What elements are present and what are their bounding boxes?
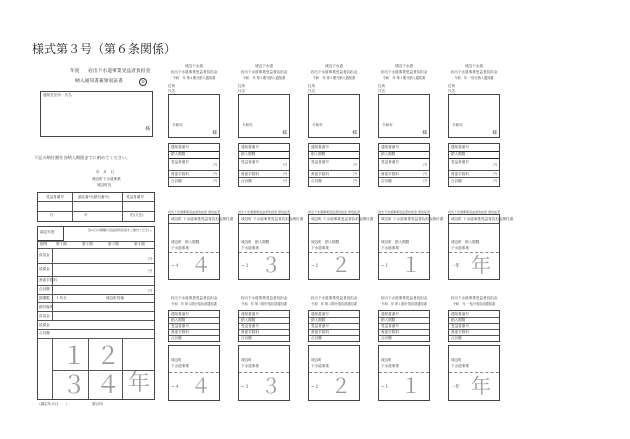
card-receipt-box: 城辺町 下水道事業受益者負担金納付書 城辺町 納入期限 下水道事業 −４ ４ bbox=[168, 214, 220, 280]
card-receipt-box: 城辺町 下水道事業受益者負担金納付書 城辺町 納入期限 下水道事業 −３ ３ bbox=[238, 214, 290, 280]
year-prefix: 年度 bbox=[70, 69, 80, 74]
card-small-head: 岩出下水道事業受益者負担金 領収証書 bbox=[238, 210, 290, 214]
card-lower-table: 通知書番号 納入期限 受益者番号 督促手数料 合計額 bbox=[378, 310, 430, 342]
card-receipt-box: 城辺町 下水道事業受益者負担金納付書 城辺町 納入期限 下水道事業 −１ １ bbox=[378, 214, 430, 280]
header-col-3: 受益者番号 bbox=[126, 195, 144, 199]
issuer-line-1: 城辺町下水道事業 bbox=[92, 177, 121, 181]
recipient-sama: 様 bbox=[145, 127, 150, 132]
big-period-year: 年 bbox=[128, 371, 151, 396]
row-label-total: 合計額 bbox=[39, 287, 50, 291]
card-head-2: 岩出下水道事業受益者負担金 bbox=[240, 70, 288, 74]
card-big-number: 年 bbox=[471, 374, 491, 398]
card-title-row: 城辺町 下水道事業受益者負担金納付書 bbox=[311, 217, 374, 221]
notice-name: 納入通知書兼領収証書 bbox=[75, 79, 123, 84]
card-head-3: 令和 年 第３期分納入通知書 bbox=[242, 76, 286, 80]
footer-note-seal: 照合印 bbox=[92, 402, 103, 406]
place-label: 城辺町役場 bbox=[106, 296, 124, 300]
header-table bbox=[37, 192, 155, 222]
card-big-number: ２ bbox=[331, 374, 351, 398]
card-period-dash: 一年 bbox=[451, 264, 460, 269]
card-address-label: 住所 bbox=[378, 84, 386, 88]
card-title-row: 城辺町 下水道事業受益者負担金納付書 bbox=[381, 217, 444, 221]
card-lower-table: 通知書番号 納入期限 受益者番号 督促手数料 合計額 bbox=[448, 310, 500, 342]
card-head-2: 令和 年 一括分領収済通知書 bbox=[452, 302, 496, 306]
card-head-1: 城辺下水道 bbox=[465, 64, 483, 68]
recipient-label: 通知先住所・氏名 bbox=[43, 93, 72, 97]
card-small-head: 岩出下水道事業受益者負担金 領収証書 bbox=[378, 210, 430, 214]
period-header-1: 第１期 bbox=[56, 242, 67, 246]
big-period-1: １ bbox=[62, 342, 86, 370]
row-label-burden: 負担金 bbox=[39, 253, 50, 257]
card-address-box bbox=[448, 94, 500, 138]
card-head-1: 岩出下水道事業受益者負担金 bbox=[380, 296, 428, 300]
card-period-dash: −１ bbox=[381, 264, 390, 269]
card-lower-receipt: 城辺町 下水道事業 −２ ２ bbox=[308, 345, 360, 401]
card-sama: 様 bbox=[422, 131, 427, 136]
card-year: 令和年 bbox=[382, 123, 393, 127]
card-lower-table: 通知書番号 納入期限 受益者番号 督促手数料 合計額 bbox=[238, 310, 290, 342]
big-period-3: ３ bbox=[62, 371, 86, 399]
card-address-label: 住所 bbox=[448, 84, 456, 88]
card-name-label: 氏名 bbox=[168, 89, 176, 93]
big-period-2: ２ bbox=[96, 342, 120, 370]
card-lower-receipt: 城辺町 下水道事業 −３ ３ bbox=[238, 345, 290, 401]
period-header-4: 第４期 bbox=[134, 242, 145, 246]
card-head-2: 令和 年 第１期分領収済通知書 bbox=[381, 302, 427, 306]
card-big-number: １ bbox=[401, 374, 421, 398]
card-year: 令和年 bbox=[312, 123, 323, 127]
issuer-line-2: 城辺町長 bbox=[97, 183, 112, 187]
card-year: 令和年 bbox=[172, 123, 183, 127]
row-label-due: 納期限 bbox=[39, 296, 50, 300]
period-header-0: 期別 bbox=[40, 242, 48, 246]
card-sama: 様 bbox=[492, 131, 497, 136]
card-head-3: 令和 年 第４期分納入通知書 bbox=[172, 76, 216, 80]
card-head-2: 令和 年 第４期分領収済通知書 bbox=[171, 302, 217, 306]
fiscal-label: １年分 bbox=[56, 296, 67, 300]
card-head-3: 令和 年 一括分納入通知書 bbox=[454, 76, 494, 80]
circle-number-icon: ① bbox=[139, 78, 147, 86]
row-label-1: 行 bbox=[50, 213, 54, 217]
row-label-2: 号 bbox=[84, 213, 88, 217]
card-big-number: 年 bbox=[471, 253, 491, 277]
card-address-box bbox=[378, 94, 430, 138]
card-big-number: ４ bbox=[191, 374, 211, 398]
card-period-dash: −２ bbox=[311, 385, 320, 390]
card-name-label: 氏名 bbox=[238, 89, 246, 93]
card-period-dash: 一年 bbox=[451, 385, 460, 390]
card-amount-table: 通知書番号 納入期限 受益者番号 円 督促手数料 円 合計額 円 bbox=[168, 143, 220, 187]
card-amount-table: 通知書番号 納入期限 受益者番号 円 督促手数料 円 合計額 円 bbox=[238, 143, 290, 187]
card-lower-table: 通知書番号 納入期限 受益者番号 督促手数料 合計額 bbox=[168, 310, 220, 342]
card-sama: 様 bbox=[282, 131, 287, 136]
recipient-box bbox=[40, 91, 153, 137]
card-head-1: 城辺下水道 bbox=[255, 64, 273, 68]
card-address-box bbox=[308, 94, 360, 138]
card-title-row: 城辺町 下水道事業受益者負担金納付書 bbox=[241, 217, 304, 221]
card-amount-table: 通知書番号 納入期限 受益者番号 円 督促手数料 円 合計額 円 bbox=[448, 143, 500, 187]
page-title: 様式第３号（第６条関係） bbox=[32, 42, 177, 56]
card-name-label: 氏名 bbox=[378, 89, 386, 93]
card-address-label: 住所 bbox=[238, 84, 246, 88]
period-header-3: 第３期 bbox=[108, 242, 119, 246]
row-label-place: 納付場所 bbox=[39, 305, 54, 309]
card-address-box bbox=[168, 94, 220, 138]
fee-name: 岩出下水道事業受益者負担金 bbox=[88, 69, 151, 74]
card-lower-receipt: 城辺町 下水道事業 一年 年 bbox=[448, 345, 500, 401]
date-line: 年 月 日 bbox=[96, 170, 114, 174]
card-year: 令和年 bbox=[242, 123, 253, 127]
card-title-row: 城辺町 下水道事業受益者負担金納付書 bbox=[171, 217, 234, 221]
header-col-1: 受益者番号 bbox=[46, 195, 64, 199]
card-head-2: 岩出下水道事業受益者負担金 bbox=[450, 70, 498, 74]
card-head-3: 令和 年 第１期分納入通知書 bbox=[382, 76, 426, 80]
card-lower-receipt: 城辺町 下水道事業 −４ ４ bbox=[168, 345, 220, 401]
card-small-head: 岩出下水道事業受益者負担金 領収証書 bbox=[308, 210, 360, 214]
card-big-number: ４ bbox=[191, 253, 211, 277]
card-amount-table: 通知書番号 納入期限 受益者番号 円 督促手数料 円 合計額 円 bbox=[378, 143, 430, 187]
card-head-1: 岩出下水道事業受益者負担金 bbox=[240, 296, 288, 300]
card-head-2: 岩出下水道事業受益者負担金 bbox=[380, 70, 428, 74]
summary-note: 次の日の税額の受益者負担金をご納付ください。 bbox=[88, 228, 155, 232]
footer-note-date: （調定年月日 ） bbox=[37, 402, 70, 406]
card-sama: 様 bbox=[352, 131, 357, 136]
card-head-2: 岩出下水道事業受益者負担金 bbox=[170, 70, 218, 74]
card-head-1: 城辺下水道 bbox=[325, 64, 343, 68]
card-period-dash: −４ bbox=[171, 385, 180, 390]
fee-table: 調定年度 次の日の税額の受益者負担金をご納付ください。 期別 第１期 第２期 第３期 第４期 負担金 円 延滞金 円 督促手数料 合計額 円 納期限 １年分 城辺町役場 納付場所 負担金 延滞金 合計額 １ ２ ３ ４ 年 bbox=[39, 228, 155, 399]
card-receipt-box: 城辺町 下水道事業受益者負担金納付書 城辺町 納入期限 下水道事業 −２ ２ bbox=[308, 214, 360, 280]
card-title-row: 城辺町 下水道事業受益者負担金納付書 bbox=[451, 217, 514, 221]
card-big-number: ２ bbox=[331, 253, 351, 277]
row-label-fee: 督促手数料 bbox=[39, 278, 57, 282]
summary-label: 調定年度 bbox=[40, 230, 55, 234]
card-head-2: 令和 年 第３期分領収済通知書 bbox=[241, 302, 287, 306]
due-note: 下記の納付額を各納入期限までに納めてください。 bbox=[34, 155, 131, 160]
row-label-3: 旧(文区) bbox=[130, 213, 144, 217]
card-small-head: 岩出下水道事業受益者負担金 領収証書 bbox=[168, 210, 220, 214]
card-big-number: ３ bbox=[261, 253, 281, 277]
card-period-dash: −１ bbox=[381, 385, 390, 390]
row-label-arrears: 延滞金 bbox=[39, 267, 50, 271]
card-big-number: ３ bbox=[261, 374, 281, 398]
card-period-dash: −３ bbox=[241, 385, 250, 390]
card-head-1: 岩出下水道事業受益者負担金 bbox=[170, 296, 218, 300]
card-big-number: １ bbox=[401, 253, 421, 277]
card-period-dash: −２ bbox=[311, 264, 320, 269]
card-address-box bbox=[238, 94, 290, 138]
card-amount-table: 通知書番号 納入期限 受益者番号 円 督促手数料 円 合計額 円 bbox=[308, 143, 360, 187]
card-head-2: 岩出下水道事業受益者負担金 bbox=[310, 70, 358, 74]
card-head-1: 岩出下水道事業受益者負担金 bbox=[310, 296, 358, 300]
card-head-3: 令和 年 第２期分納入通知書 bbox=[312, 76, 356, 80]
card-address-label: 住所 bbox=[168, 84, 176, 88]
card-receipt-box: 城辺町 下水道事業受益者負担金納付書 城辺町 納入期限 下水道事業 一年 年 bbox=[448, 214, 500, 280]
card-head-2: 令和 年 第２期分領収済通知書 bbox=[311, 302, 357, 306]
card-name-label: 氏名 bbox=[448, 89, 456, 93]
card-lower-receipt: 城辺町 下水道事業 −１ １ bbox=[378, 345, 430, 401]
card-small-head: 岩出下水道事業受益者負担金 領収証書 bbox=[448, 210, 500, 214]
card-lower-table: 通知書番号 納入期限 受益者番号 督促手数料 合計額 bbox=[308, 310, 360, 342]
period-header-2: 第２期 bbox=[82, 242, 93, 246]
card-head-1: 城辺下水道 bbox=[395, 64, 413, 68]
big-period-4: ４ bbox=[96, 371, 120, 399]
card-name-label: 氏名 bbox=[308, 89, 316, 93]
card-period-dash: −４ bbox=[171, 264, 180, 269]
card-sama: 様 bbox=[212, 131, 217, 136]
card-head-1: 城辺下水道 bbox=[185, 64, 203, 68]
header-col-2: 調定番号(納付番号) bbox=[78, 195, 110, 199]
card-head-1: 岩出下水道事業受益者負担金 bbox=[450, 296, 498, 300]
card-address-label: 住所 bbox=[308, 84, 316, 88]
card-period-dash: −３ bbox=[241, 264, 250, 269]
card-year: 令和年 bbox=[452, 123, 463, 127]
